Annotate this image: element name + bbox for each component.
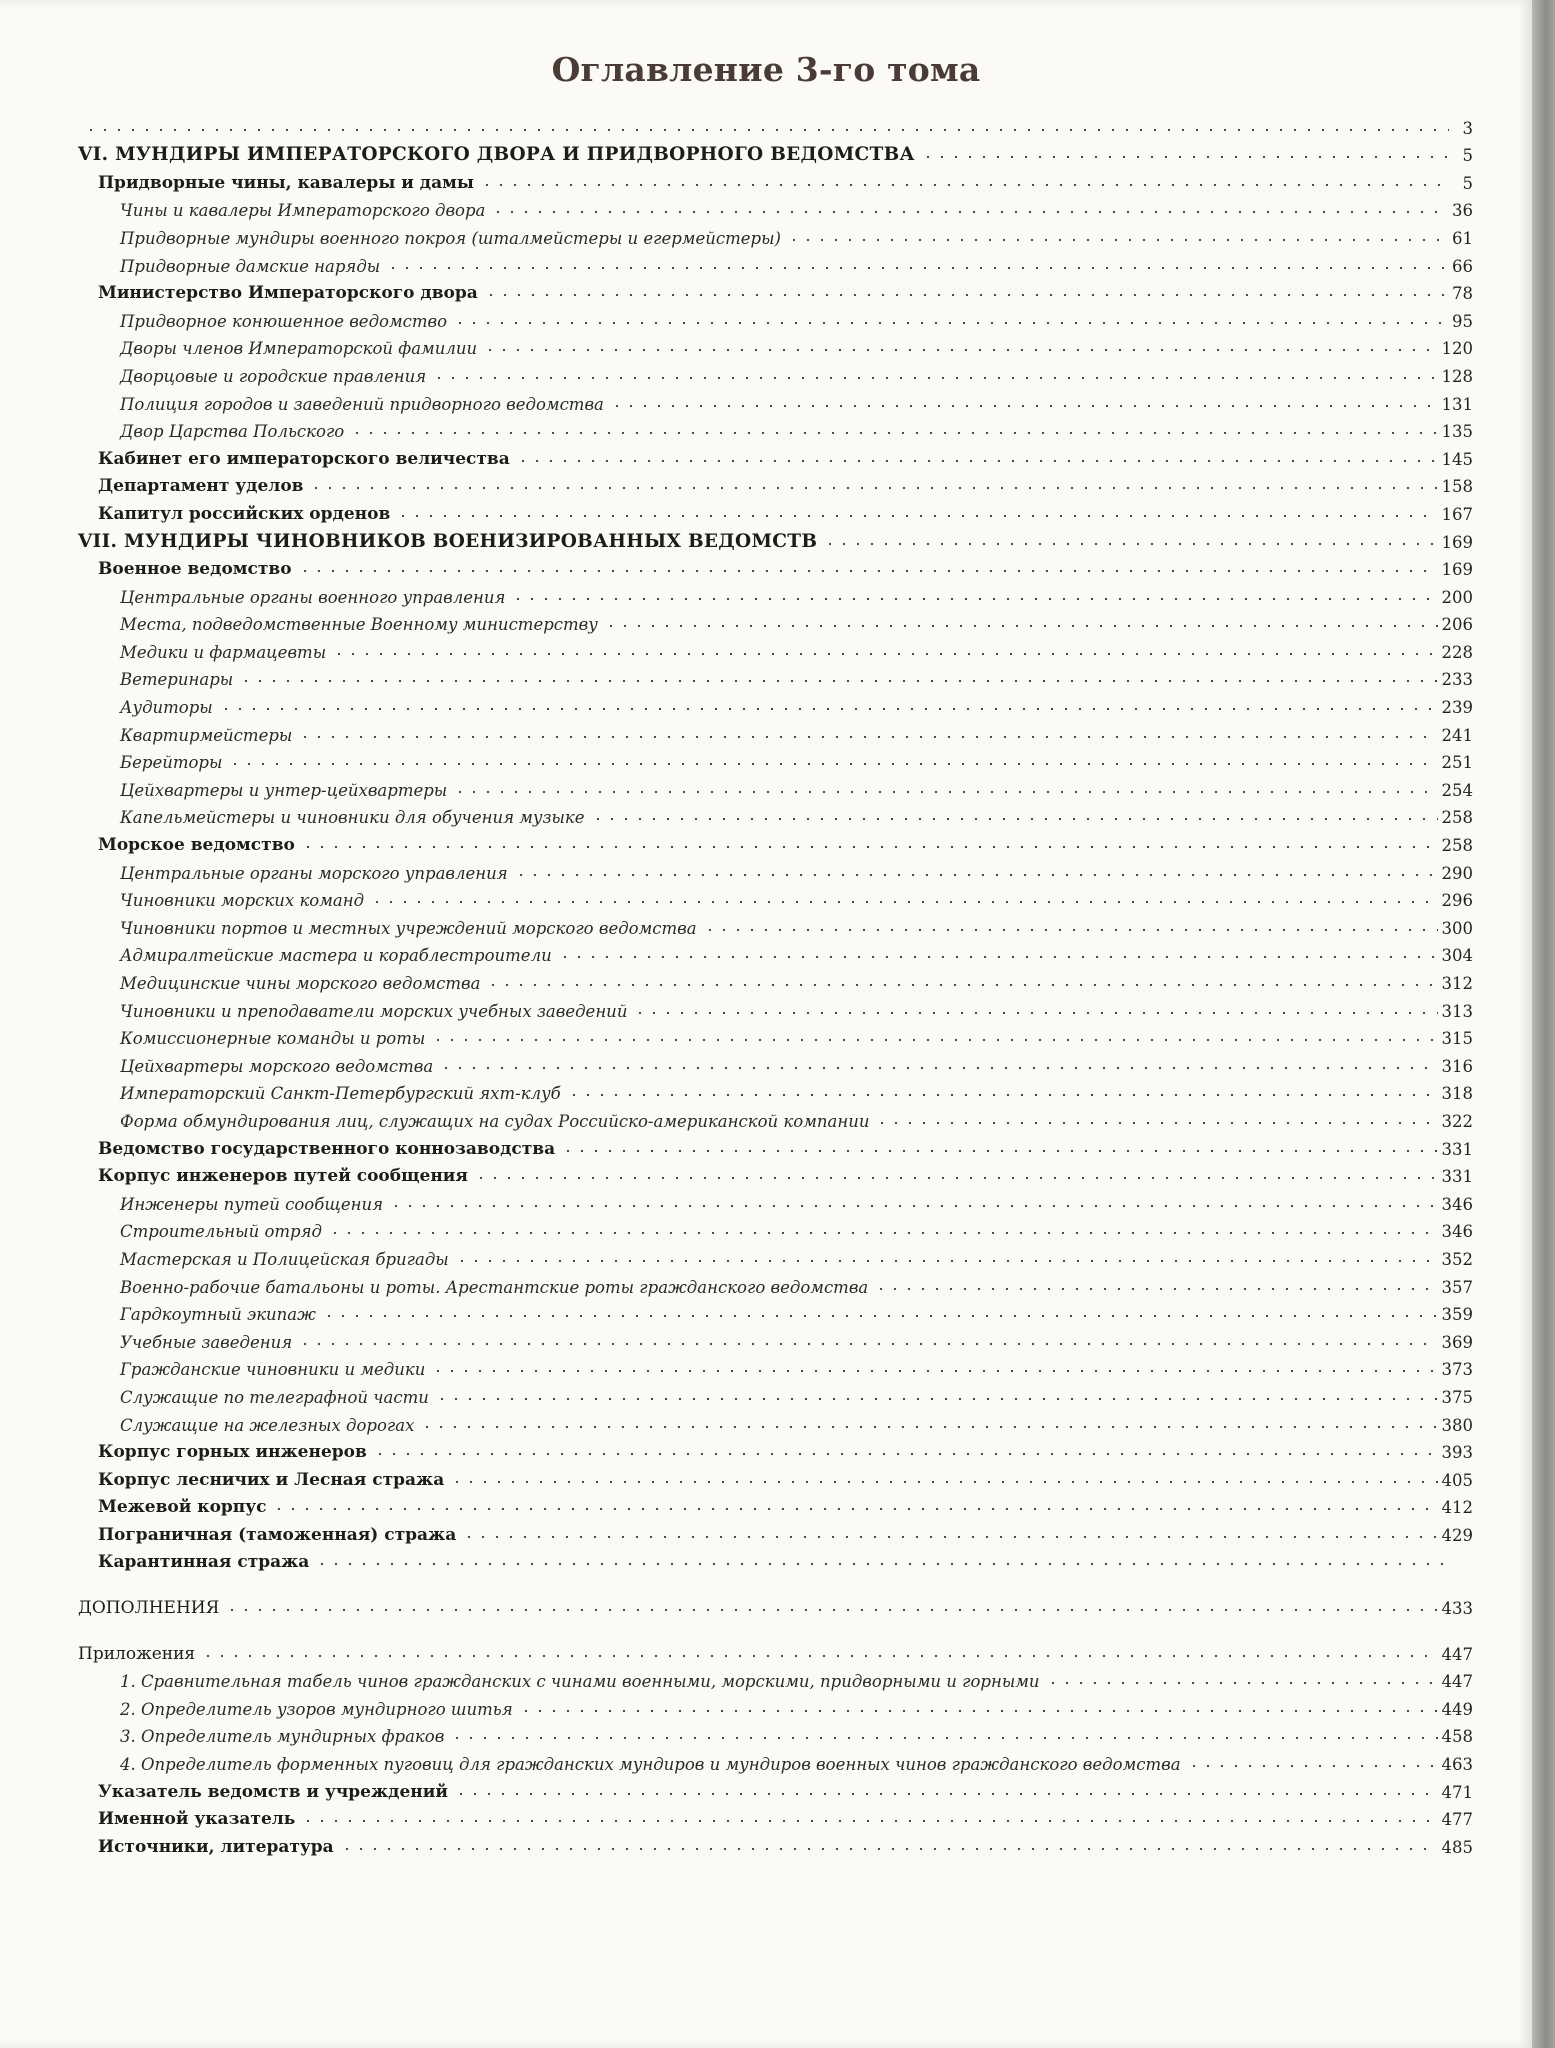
dot-leader	[875, 1121, 1437, 1125]
toc-entry-label: Мастерская и Полицейская бригады	[120, 1249, 449, 1269]
dot-leader	[301, 1819, 1437, 1823]
toc-entry-label: Карантинная стража	[98, 1552, 310, 1573]
toc-page-number: 167	[1441, 504, 1473, 524]
toc-entry[interactable]	[78, 1297, 1473, 1325]
toc-page-number: 3	[1462, 118, 1473, 138]
toc-entry-label: Приложения	[78, 1643, 196, 1664]
toc-entry[interactable]	[78, 938, 1473, 966]
toc-page-number: 233	[1441, 670, 1473, 690]
dot-leader	[432, 376, 1437, 380]
dot-leader	[431, 1369, 1437, 1373]
toc-entry[interactable]	[78, 1021, 1473, 1049]
dot-leader	[450, 1736, 1437, 1740]
toc-entry-label: Берейторы	[120, 753, 223, 773]
toc-page-number: 135	[1441, 422, 1473, 442]
toc-page-number: 369	[1441, 1332, 1473, 1352]
dot-leader	[591, 817, 1438, 821]
toc-page-number: 78	[1452, 284, 1473, 304]
toc-entry[interactable]	[78, 1746, 1473, 1774]
toc-entry[interactable]	[78, 1103, 1473, 1131]
toc-page-number: 61	[1452, 228, 1473, 248]
toc-page-number: 206	[1441, 615, 1473, 635]
toc-page-number: 313	[1441, 1001, 1473, 1021]
toc-entry[interactable]	[78, 1691, 1473, 1719]
toc-entry[interactable]	[78, 634, 1473, 662]
dot-leader	[373, 1452, 1438, 1456]
toc-page-number: 357	[1441, 1277, 1473, 1297]
dot-leader	[474, 1176, 1438, 1180]
toc-entry[interactable]	[78, 276, 1473, 304]
toc-entry-label: 1. Сравнительная табель чинов гражданских с чинами военными, морскими, придворными и горными	[120, 1672, 1040, 1692]
dot-leader	[370, 900, 1437, 904]
toc-page-number: 485	[1441, 1837, 1473, 1857]
toc-page-number: 346	[1441, 1194, 1473, 1214]
toc-entry-label: Военное ведомство	[98, 559, 292, 580]
toc-entry-label: Министерство Императорского двора	[98, 283, 478, 304]
toc-entry-label: Центральные органы военного управления	[120, 587, 506, 607]
toc-entry-label: Именной указатель	[98, 1809, 296, 1830]
toc-entry[interactable]	[78, 1048, 1473, 1076]
toc-entry[interactable]	[78, 607, 1473, 635]
dot-leader	[332, 652, 1437, 656]
toc-entry-label: Гражданские чиновники и медики	[120, 1360, 426, 1380]
toc-entry-label: 3. Определитель мундирных фраков	[120, 1727, 445, 1747]
toc-page-number: 429	[1441, 1525, 1473, 1545]
toc-page-number: 318	[1441, 1084, 1473, 1104]
toc-entry-label: Чиновники и преподаватели морских учебных заведений	[120, 1001, 628, 1021]
toc-entry[interactable]	[78, 1517, 1473, 1545]
dot-leader	[1046, 1681, 1438, 1685]
toc-page-number: 158	[1441, 477, 1473, 497]
dot-leader	[201, 1654, 1437, 1658]
dot-leader	[84, 128, 1449, 132]
dot-leader	[453, 321, 1448, 325]
toc-entry[interactable]	[78, 1324, 1473, 1352]
dot-leader	[519, 1709, 1438, 1713]
toc-entry-label: Придворные чины, кавалеры и дамы	[98, 172, 474, 193]
dot-leader	[1187, 1764, 1438, 1768]
dot-leader	[328, 1231, 1438, 1235]
dot-leader	[480, 183, 1449, 187]
dot-leader	[435, 1397, 1438, 1401]
page-title: Оглавление 3-го тома	[551, 50, 981, 89]
toc-entry-label: Аудиторы	[120, 698, 213, 718]
dot-leader	[823, 542, 1437, 546]
toc-page-number: 447	[1441, 1672, 1473, 1692]
toc-page-number: 95	[1452, 311, 1473, 331]
toc-entry-label: Придворные мундиры военного покроя (шталмейстеры и егермейстеры)	[120, 228, 781, 248]
toc-entry[interactable]	[78, 745, 1473, 773]
toc-page-number: 169	[1441, 532, 1473, 552]
toc-entry[interactable]	[78, 1774, 1473, 1802]
toc-entry-label: Места, подведомственные Военному министерству	[120, 615, 598, 635]
toc-entry[interactable]	[78, 552, 1473, 580]
toc-entry-label: Капельмейстеры и чиновники для обучения музыке	[120, 808, 585, 828]
dot-leader	[633, 1011, 1437, 1015]
toc-page-number: 251	[1441, 753, 1473, 773]
toc-page-number: 373	[1441, 1360, 1473, 1380]
toc-entry[interactable]	[78, 1241, 1473, 1269]
toc-entry-label: Цейхвартеры морского ведомства	[120, 1056, 434, 1076]
toc-entry-label: Чины и кавалеры Императорского двора	[120, 201, 486, 221]
toc-entry[interactable]	[78, 1186, 1473, 1214]
toc-entry-label: Дворцовые и городские правления	[120, 366, 427, 386]
toc-page-number: 131	[1441, 394, 1473, 414]
toc-gap	[78, 1618, 1473, 1636]
toc-entry-label: Императорский Санкт-Петербургский яхт-клуб	[120, 1084, 561, 1104]
toc-entry-label: Корпус лесничих и Лесная стража	[98, 1469, 445, 1490]
toc-entry-label: Корпус инженеров путей сообщения	[98, 1166, 468, 1187]
toc-entry[interactable]	[78, 1590, 1473, 1618]
toc-page-number: 5	[1462, 146, 1473, 166]
dot-leader	[610, 404, 1438, 408]
toc-entry-label: Квартирмейстеры	[120, 725, 293, 745]
toc-entry[interactable]	[78, 1636, 1473, 1664]
dot-leader	[486, 983, 1437, 987]
toc-entry[interactable]	[78, 1407, 1473, 1435]
toc-entry-label: Гардкоутный экипаж	[120, 1305, 316, 1325]
toc-entry[interactable]	[78, 138, 1473, 166]
toc-entry-label: VI. МУНДИРЫ ИМПЕРАТОРСКОГО ДВОРА И ПРИДВОРНОГО ВЕДОМСТВА	[78, 144, 915, 166]
toc-entry[interactable]	[78, 883, 1473, 911]
dot-leader	[315, 1562, 1449, 1566]
toc-entry[interactable]	[78, 1802, 1473, 1830]
toc-page-number: 304	[1441, 946, 1473, 966]
dot-leader	[450, 1480, 1437, 1484]
toc-page-number: 312	[1441, 974, 1473, 993]
toc-entry[interactable]	[78, 1719, 1473, 1747]
toc-page-number: 380	[1441, 1415, 1473, 1435]
toc-entry[interactable]	[78, 303, 1473, 331]
toc-entry-label: Пограничная (таможенная) стража	[98, 1524, 457, 1545]
toc-entry[interactable]	[78, 358, 1473, 386]
toc-entry[interactable]	[78, 220, 1473, 248]
toc-page-number: 359	[1441, 1305, 1473, 1325]
toc-entry[interactable]	[78, 855, 1473, 883]
toc-entry[interactable]	[78, 993, 1473, 1021]
toc-entry[interactable]	[78, 827, 1473, 855]
dot-leader	[219, 707, 1438, 711]
toc-entry[interactable]	[78, 414, 1473, 442]
toc-entry-label: Дворы членов Императорской фамилии	[120, 339, 478, 359]
dot-leader	[921, 155, 1449, 159]
toc-page-number: 449	[1441, 1699, 1473, 1719]
toc-page-number: 471	[1441, 1782, 1473, 1802]
toc-entry-label: 2. Определитель узоров мундирного шитья	[120, 1699, 513, 1719]
dot-leader	[454, 1792, 1438, 1796]
toc-page-number: 290	[1441, 863, 1473, 883]
toc-page-number: 36	[1452, 201, 1473, 221]
toc-entry[interactable]	[78, 965, 1473, 993]
toc-entry-label: Чиновники портов и местных учреждений морского ведомства	[120, 918, 697, 938]
dot-leader	[514, 873, 1438, 877]
dot-leader	[340, 1847, 1438, 1851]
toc-entry-label: Медики и фармацевты	[120, 642, 327, 662]
toc-page-number: 346	[1441, 1222, 1473, 1242]
toc-entry[interactable]	[78, 1076, 1473, 1104]
toc-entry[interactable]	[78, 496, 1473, 524]
toc-entry[interactable]	[78, 469, 1473, 497]
toc-page-number: 433	[1441, 1599, 1473, 1619]
dot-leader	[420, 1425, 1437, 1429]
dot-leader	[453, 790, 1437, 794]
toc-entry-label: Межевой корпус	[98, 1497, 267, 1518]
toc-page-number: 315	[1441, 1029, 1473, 1049]
dot-leader	[386, 266, 1448, 270]
toc-entry[interactable]	[78, 1435, 1473, 1463]
toc-entry-label: Кабинет его императорского величества	[98, 448, 510, 469]
toc-page-number: 254	[1441, 780, 1473, 800]
toc-entry[interactable]	[78, 1269, 1473, 1297]
toc-entry-label: Строительный отряд	[120, 1222, 322, 1242]
toc-entry-label: Цейхвартеры и унтер-цейхвартеры	[120, 780, 448, 800]
dot-leader	[225, 1608, 1437, 1612]
toc-entry-label: ДОПОЛНЕНИЯ	[78, 1598, 220, 1619]
dot-leader	[604, 624, 1438, 628]
toc-page-number: 239	[1441, 698, 1473, 718]
toc-entry[interactable]	[78, 772, 1473, 800]
toc-entry[interactable]	[78, 1829, 1473, 1857]
toc-entry[interactable]	[78, 662, 1473, 690]
toc-entry-label: Указатель ведомств и учреждений	[98, 1781, 448, 1802]
dot-leader	[239, 679, 1437, 683]
toc-page-number: 228	[1441, 642, 1473, 662]
toc-entry-label: Адмиралтейские мастера и кораблестроители	[120, 946, 552, 966]
toc-page-number: 200	[1441, 587, 1473, 607]
toc-entry-label: Центральные органы морского управления	[120, 863, 508, 883]
toc-entry[interactable]	[78, 800, 1473, 828]
dot-leader	[298, 1342, 1437, 1346]
toc-entry[interactable]	[78, 1462, 1473, 1490]
toc-page-number: 412	[1441, 1498, 1473, 1518]
toc-page-number: 375	[1441, 1387, 1473, 1407]
toc-entry[interactable]	[78, 1545, 1473, 1573]
dot-leader	[228, 762, 1437, 766]
toc-entry-label: Комиссионерные команды и роты	[120, 1029, 426, 1049]
table-of-contents	[78, 110, 1473, 1857]
dot-leader	[439, 1066, 1437, 1070]
toc-page-number: 322	[1441, 1111, 1473, 1131]
toc-page-number: 120	[1441, 339, 1473, 359]
toc-page-number: 463	[1441, 1755, 1473, 1775]
page-edge	[1532, 0, 1555, 2048]
toc-page-number: 331	[1441, 1167, 1473, 1187]
toc-entry[interactable]	[78, 524, 1473, 552]
toc-entry-label: Корпус горных инженеров	[98, 1442, 367, 1463]
toc-gap	[78, 1572, 1473, 1590]
toc-page-number: 241	[1441, 725, 1473, 745]
toc-entry-label: Придворное конюшенное ведомство	[120, 311, 448, 331]
dot-leader	[298, 569, 1438, 573]
dot-leader	[703, 928, 1438, 932]
toc-entry[interactable]	[78, 910, 1473, 938]
toc-page-number: 477	[1441, 1810, 1473, 1830]
toc-entry-label: Ведомство государственного коннозаводства	[98, 1138, 556, 1159]
dot-leader	[462, 1535, 1437, 1539]
dot-leader	[301, 845, 1438, 849]
toc-entry[interactable]	[78, 1379, 1473, 1407]
dot-leader	[561, 1149, 1437, 1153]
toc-entry[interactable]	[78, 579, 1473, 607]
toc-page-number: 66	[1452, 256, 1473, 276]
dot-leader	[431, 1038, 1437, 1042]
toc-entry[interactable]	[78, 386, 1473, 414]
toc-entry[interactable]	[78, 110, 1473, 138]
toc-entry-label: Двор Царства Польского	[120, 422, 345, 442]
toc-page-number: 5	[1462, 173, 1473, 193]
toc-page-number: 258	[1441, 808, 1473, 828]
toc-entry-label: Учебные заведения	[120, 1332, 293, 1352]
dot-leader	[350, 431, 1437, 435]
toc-entry[interactable]	[78, 331, 1473, 359]
toc-page-number: 458	[1441, 1727, 1473, 1747]
dot-leader	[567, 1093, 1438, 1097]
toc-page-number: 145	[1441, 449, 1473, 469]
dot-leader	[511, 597, 1437, 601]
toc-page-number: 296	[1441, 891, 1473, 911]
dot-leader	[322, 1314, 1438, 1318]
dot-leader	[558, 955, 1438, 959]
toc-page-number: 258	[1441, 836, 1473, 856]
toc-page-number: 393	[1441, 1443, 1473, 1463]
toc-entry[interactable]	[78, 1664, 1473, 1692]
toc-entry[interactable]	[78, 1159, 1473, 1187]
dot-leader	[516, 459, 1438, 463]
toc-page-number: 352	[1441, 1249, 1473, 1269]
toc-entry[interactable]	[78, 248, 1473, 276]
toc-entry-label: Капитул российских орденов	[98, 503, 391, 524]
toc-entry[interactable]	[78, 441, 1473, 469]
toc-entry[interactable]	[78, 717, 1473, 745]
toc-entry-label: VII. МУНДИРЫ ЧИНОВНИКОВ ВОЕНИЗИРОВАННЫХ ВЕДОМСТВ	[78, 530, 818, 552]
dot-leader	[787, 238, 1448, 242]
dot-leader	[491, 210, 1448, 214]
toc-page-number: 316	[1441, 1056, 1473, 1076]
toc-entry-label: Ветеринары	[120, 670, 234, 690]
toc-entry[interactable]	[78, 1131, 1473, 1159]
toc-entry[interactable]	[78, 193, 1473, 221]
toc-entry-label: Служащие по телеграфной части	[120, 1387, 429, 1407]
toc-page-number: 169	[1441, 560, 1473, 580]
toc-page-number: 331	[1441, 1139, 1473, 1159]
dot-leader	[874, 1287, 1437, 1291]
dot-leader	[298, 735, 1437, 739]
dot-leader	[455, 1259, 1438, 1263]
toc-entry[interactable]	[78, 165, 1473, 193]
toc-entry-label: Инженеры путей сообщения	[120, 1194, 384, 1214]
toc-entry-label: Медицинские чины морского ведомства	[120, 974, 481, 993]
toc-entry-label: Служащие на железных дорогах	[120, 1415, 415, 1435]
dot-leader	[309, 486, 1437, 490]
toc-page-number: 128	[1441, 366, 1473, 386]
toc-entry[interactable]	[78, 1214, 1473, 1242]
dot-leader	[484, 293, 1448, 297]
toc-entry-label: Источники, литература	[98, 1836, 334, 1857]
toc-page-number: 447	[1441, 1644, 1473, 1664]
toc-entry-label: 4. Определитель форменных пуговиц для гражданских мундиров и мундиров военных чинов гражданского ведомства	[120, 1755, 1181, 1775]
dot-leader	[483, 348, 1437, 352]
toc-entry-label: Полиция городов и заведений придворного ведомства	[120, 394, 604, 414]
toc-entry-label: Департамент уделов	[98, 476, 304, 497]
dot-leader	[396, 514, 1437, 518]
toc-entry-label: Форма обмундирования лиц, служащих на судах Российско-американской компании	[120, 1111, 870, 1131]
toc-entry-label: Придворные дамские наряды	[120, 256, 381, 276]
dot-leader	[389, 1204, 1437, 1208]
toc-page-number: 405	[1441, 1470, 1473, 1490]
toc-entry-label: Военно-рабочие батальоны и роты. Арестантские роты гражданского ведомства	[120, 1277, 869, 1297]
toc-entry-label: Морское ведомство	[98, 835, 295, 856]
toc-entry[interactable]	[78, 689, 1473, 717]
dot-leader	[272, 1507, 1437, 1511]
toc-page-number: 300	[1441, 918, 1473, 938]
toc-entry-label: Чиновники морских команд	[120, 891, 365, 911]
toc-entry[interactable]	[78, 1490, 1473, 1518]
toc-entry[interactable]	[78, 1352, 1473, 1380]
